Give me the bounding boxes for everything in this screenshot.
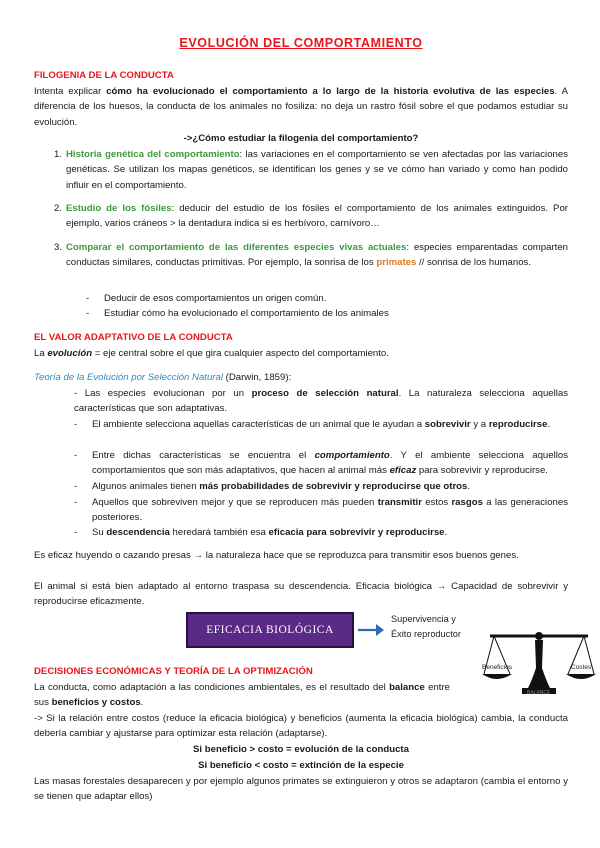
- bullet-3: - Entre dichas características se encuentra el comportamiento. Y el ambiente selecciona aquellos comportamientos que son más adaptativos, que hacen al animal más eficaz para sobrevivir y reproducirse.: [74, 450, 568, 477]
- bullet-bold-2: rasgos: [451, 497, 483, 508]
- bullet-text-end: a las generaciones posteriores.: [92, 497, 568, 524]
- intro-bold: cómo ha evolucionado el comportamiento a lo largo de la historia evolutiva de las especies: [106, 86, 555, 97]
- dash-item-2: - Estudiar cómo ha evolucionado el comportamiento de los animales: [86, 306, 568, 321]
- question-line: ->¿Cómo estudiar la filogenia del comportamiento?: [183, 133, 419, 144]
- bullet-text: El ambiente selecciona aquellas características de un animal que le ayudan a: [92, 419, 425, 430]
- bullet-text: Algunos animales tienen: [92, 481, 200, 492]
- bullet-text: Su: [92, 527, 107, 538]
- bullet-bold-2: eficacia para sobrevivir y reproducirse: [268, 527, 445, 538]
- dash-text: Estudiar cómo ha evolucionado el comportamiento de los animales: [104, 308, 389, 319]
- balance-scale-icon: [480, 628, 598, 698]
- item-text: : deducir del estudio de los fósiles el comportamiento de los animales extinguidos. Por ejemplo, varios cráneos > la dentadura indica si es herbívoro, carnívoro…: [66, 203, 568, 230]
- bullet-text-end: .: [444, 527, 448, 538]
- caption-supervivencia: Supervivencia y: [391, 614, 456, 624]
- theory-name: Teoría de la Evolución por Selección Natural: [34, 372, 223, 383]
- bullet-2: - El ambiente selecciona aquellas características de un animal que le ayudan a sobrevivir y a reproducirse.: [74, 419, 551, 430]
- paragraph-balance: [34, 680, 450, 711]
- list-item-2: [48, 201, 568, 232]
- bullet-text: Aquellos que sobreviven mejor y que se reproducen más pueden: [92, 497, 378, 508]
- bullet-text: Entre dichas características se encuentra el: [92, 450, 315, 461]
- scale-label-costes: Costes: [571, 664, 592, 671]
- page-title: EVOLUCIÓN DEL COMPORTAMIENTO: [179, 36, 423, 50]
- arrow-right-icon: [356, 616, 386, 644]
- paragraph-masas-forestales: Las masas forestales desaparecen y por ejemplo algunos primates se extinguieron y otros se adaptaron (cambia el entorno y se tienen que adaptar ellos): [34, 776, 568, 803]
- dash-item-1: - Deducir de esos comportamientos un origen común.: [86, 291, 568, 306]
- item-lead: Estudio de los fósiles: [66, 203, 172, 214]
- bullet-text: - Las especies evolucionan por un: [74, 388, 252, 399]
- evolucion-definition: [34, 346, 568, 361]
- paragraph-eficaz: Es eficaz huyendo o cazando presas → la naturaleza hace que se reproduzca para transmitir esos buenos genes.: [34, 550, 519, 561]
- item-number: 1.: [53, 149, 62, 160]
- def-text: La: [34, 348, 48, 359]
- eficacia-biologica-box: EFICACIA BIOLÓGICA: [186, 612, 354, 648]
- bullet-text-end: .: [467, 481, 471, 492]
- balance-text-mid: entre sus: [34, 682, 450, 709]
- bullet-text-mid: estos: [421, 497, 452, 508]
- balance-bold: balance: [389, 682, 425, 693]
- item-text: : las variaciones en el comportamiento se ven afectadas por las variaciones genéticas. Se utilizan los mapas genéticos, se identifican los genes y se ve cómo han variado y como han podido influir en el comportamiento.: [66, 149, 568, 191]
- bullet-bold-2: eficaz: [389, 465, 417, 477]
- bullet-bold: transmitir: [377, 497, 422, 508]
- item-number: 2.: [53, 203, 62, 214]
- theory-line: [34, 370, 568, 385]
- bullet-text-mid: y a: [470, 419, 489, 430]
- item-number: 3.: [53, 242, 62, 253]
- rule-extincion: Si beneficio < costo = extinción de la especie: [198, 760, 404, 771]
- def-bold: evolución: [47, 348, 93, 359]
- list-item-1: [48, 147, 568, 193]
- bullet-bold: más probabilidades de sobrevivir y reproducirse que otros: [199, 481, 468, 492]
- caption-exito: Éxito reproductor: [391, 629, 461, 639]
- primates-highlight: primates: [376, 257, 417, 269]
- list-item-3: [48, 240, 568, 271]
- intro-text: Intenta explicar: [34, 86, 107, 97]
- item-lead: Historia genética del comportamiento: [66, 149, 240, 160]
- bullet-5: - Aquellos que sobreviven mejor y que se reproducen más pueden transmitir estos rasgos a las generaciones posteriores.: [74, 497, 568, 524]
- section-heading-valor-adaptativo: EL VALOR ADAPTATIVO DE LA CONDUCTA: [34, 332, 233, 343]
- bullet-text-end: para sobrevivir y reproducirse.: [416, 465, 548, 477]
- bullet-1: [74, 386, 568, 417]
- bullet-bold: proceso de selección natural: [251, 388, 399, 399]
- bullet-bold: descendencia: [106, 527, 170, 538]
- scale-label-balance: BALANCE: [527, 690, 551, 696]
- balance-text: La conducta, como adaptación a las condiciones ambientales, es el resultado del: [34, 682, 390, 693]
- item-lead: Comparar el comportamiento de las diferentes especies vivas actuales: [66, 242, 407, 253]
- balance-bold-2: beneficios y costos: [51, 697, 141, 709]
- dash-text: Deducir de esos comportamientos un origen común.: [104, 293, 327, 304]
- item-text-tail: // sonrisa de los humanos.: [416, 257, 531, 269]
- bullet-bold: sobrevivir: [424, 419, 471, 430]
- paragraph-adaptado: El animal si está bien adaptado al entorno traspasa su descendencia. Eficacia biológica → Capacidad de sobrevivir y reproducirse eficazmente.: [34, 581, 568, 608]
- section-heading-decisiones: DECISIONES ECONÓMICAS Y TEORÍA DE LA OPTIMIZACIÓN: [34, 666, 313, 677]
- bullet-bold: comportamiento: [314, 450, 390, 461]
- bullet-6: - Su descendencia heredará también esa eficacia para sobrevivir y reproducirse.: [74, 527, 448, 538]
- bullet-bold-2: reproducirse: [488, 419, 548, 430]
- bullet-4: - Algunos animales tienen más probabilidades de sobrevivir y reproducirse que otros.: [74, 481, 471, 492]
- rule-evolucion: Si beneficio > costo = evolución de la conducta: [193, 744, 409, 755]
- intro-text-end: . A diferencia de los huesos, la conducta de los animales no fosiliza: no deja un rastro fósil sobre el que podamos estudiar su evolución.: [34, 86, 568, 128]
- scale-label-beneficios: Beneficios: [482, 664, 512, 671]
- bullet-text-end: . La naturaleza selecciona aquellas características que son adaptativas.: [74, 388, 569, 415]
- balance-text-end: .: [140, 697, 144, 709]
- theory-ref: (Darwin, 1859):: [222, 372, 292, 383]
- bullet-text-mid: . Y el ambiente selecciona aquellos comportamientos que son más adaptativos, que hacen al animal más: [92, 450, 568, 477]
- section-heading-filogenia: FILOGENIA DE LA CONDUCTA: [34, 70, 174, 81]
- def-text-end: = eje central sobre el que gira cualquier aspecto del comportamiento.: [92, 348, 389, 359]
- paragraph-relacion: -> Si la relación entre costos (reduce la eficacia biológica) y beneficios (aumenta la eficacia biológica) cambia, la conducta debería cambiar y ajustarse para optimizar esta relación (adaptarse).: [34, 713, 568, 740]
- intro-paragraph: [34, 84, 568, 130]
- bullet-text-mid: heredará también esa: [169, 527, 269, 538]
- item-text: : especies emparentadas comparten conductas similares, conductas primitivas. Por ejemplo, la sonrisa de los: [66, 242, 569, 269]
- bullet-text-end: .: [547, 419, 551, 430]
